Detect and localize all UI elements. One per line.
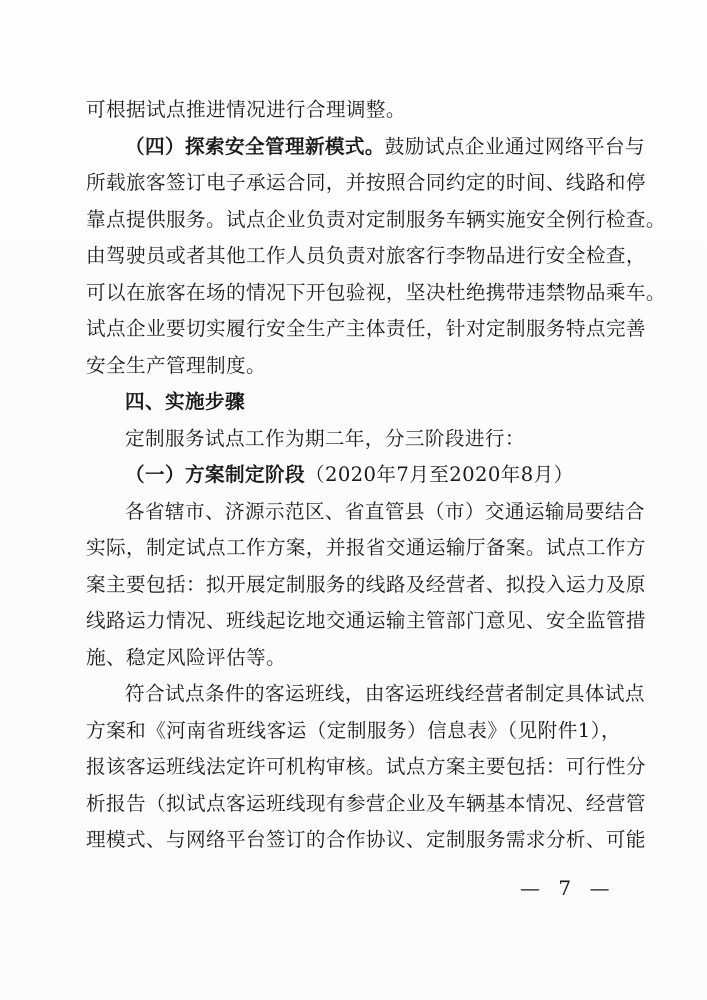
text-line: 所载旅客签订电子承运合同，并按照合同约定的时间、线路和停: [86, 171, 646, 194]
paragraph-4-first-line: [86, 129, 645, 166]
text-line: 靠点提供服务。试点企业负责对定制服务车辆实施安全例行检查。: [86, 207, 666, 231]
text-line: 各省辖市、济源示范区、省直管县（市）交通运输局要结合: [125, 499, 645, 523]
text-line: 案主要包括：拟开展定制服务的线路及经营者、拟投入运力及原: [86, 572, 646, 596]
subsection-heading-4: （四）探索安全管理新模式。: [125, 134, 385, 158]
text-line: 由驾驶员或者其他工作人员负责对旅客行李物品进行安全检查，: [86, 244, 646, 267]
text-line: 符合试点条件的客运班线，由客运班线经营者制定具体试点: [125, 682, 645, 705]
text-line: 安全生产管理制度。: [86, 353, 266, 377]
text-run: 鼓励试点企业通过网络平台与: [384, 134, 645, 158]
text-line: 线路运力情况、班线起讫地交通运输主管部门意见、安全监管措: [86, 609, 646, 632]
subsection-dates: （2020年7月至2020年8月）: [304, 463, 574, 486]
text-line: 可根据试点推进情况进行合理调整。: [86, 98, 406, 121]
body-text: [86, 92, 666, 859]
section-heading: 四、实施步骤: [125, 390, 245, 413]
text-line: 析报告（拟试点客运班线现有参营企业及车辆基本情况、经营管: [86, 791, 646, 815]
subsection-title: （一）方案制定阶段: [125, 463, 305, 486]
text-line: 试点企业要切实履行安全生产主体责任，针对定制服务特点完善: [86, 317, 646, 340]
text-line: 施、稳定风险评估等。: [86, 645, 286, 669]
subsection-heading-1: [86, 457, 621, 494]
text-line: 报该客运班线法定许可机构审核。试点方案主要包括：可行性分: [86, 755, 646, 778]
text-line: 实际，制定试点工作方案，并报省交通运输厅备案。试点工作方: [86, 536, 646, 559]
page-number: — 7 —: [520, 876, 616, 900]
text-line: 方案和《河南省班线客运（定制服务）信息表》（见附件1），: [86, 718, 621, 742]
text-line: 可以在旅客在场的情况下开包验视，坚决杜绝携带违禁物品乘车。: [86, 280, 666, 304]
text-line: 定制服务试点工作为期二年，分三阶段进行：: [125, 426, 525, 450]
text-line: 理模式、与网络平台签订的合作协议、定制服务需求分析、可能: [86, 828, 646, 851]
